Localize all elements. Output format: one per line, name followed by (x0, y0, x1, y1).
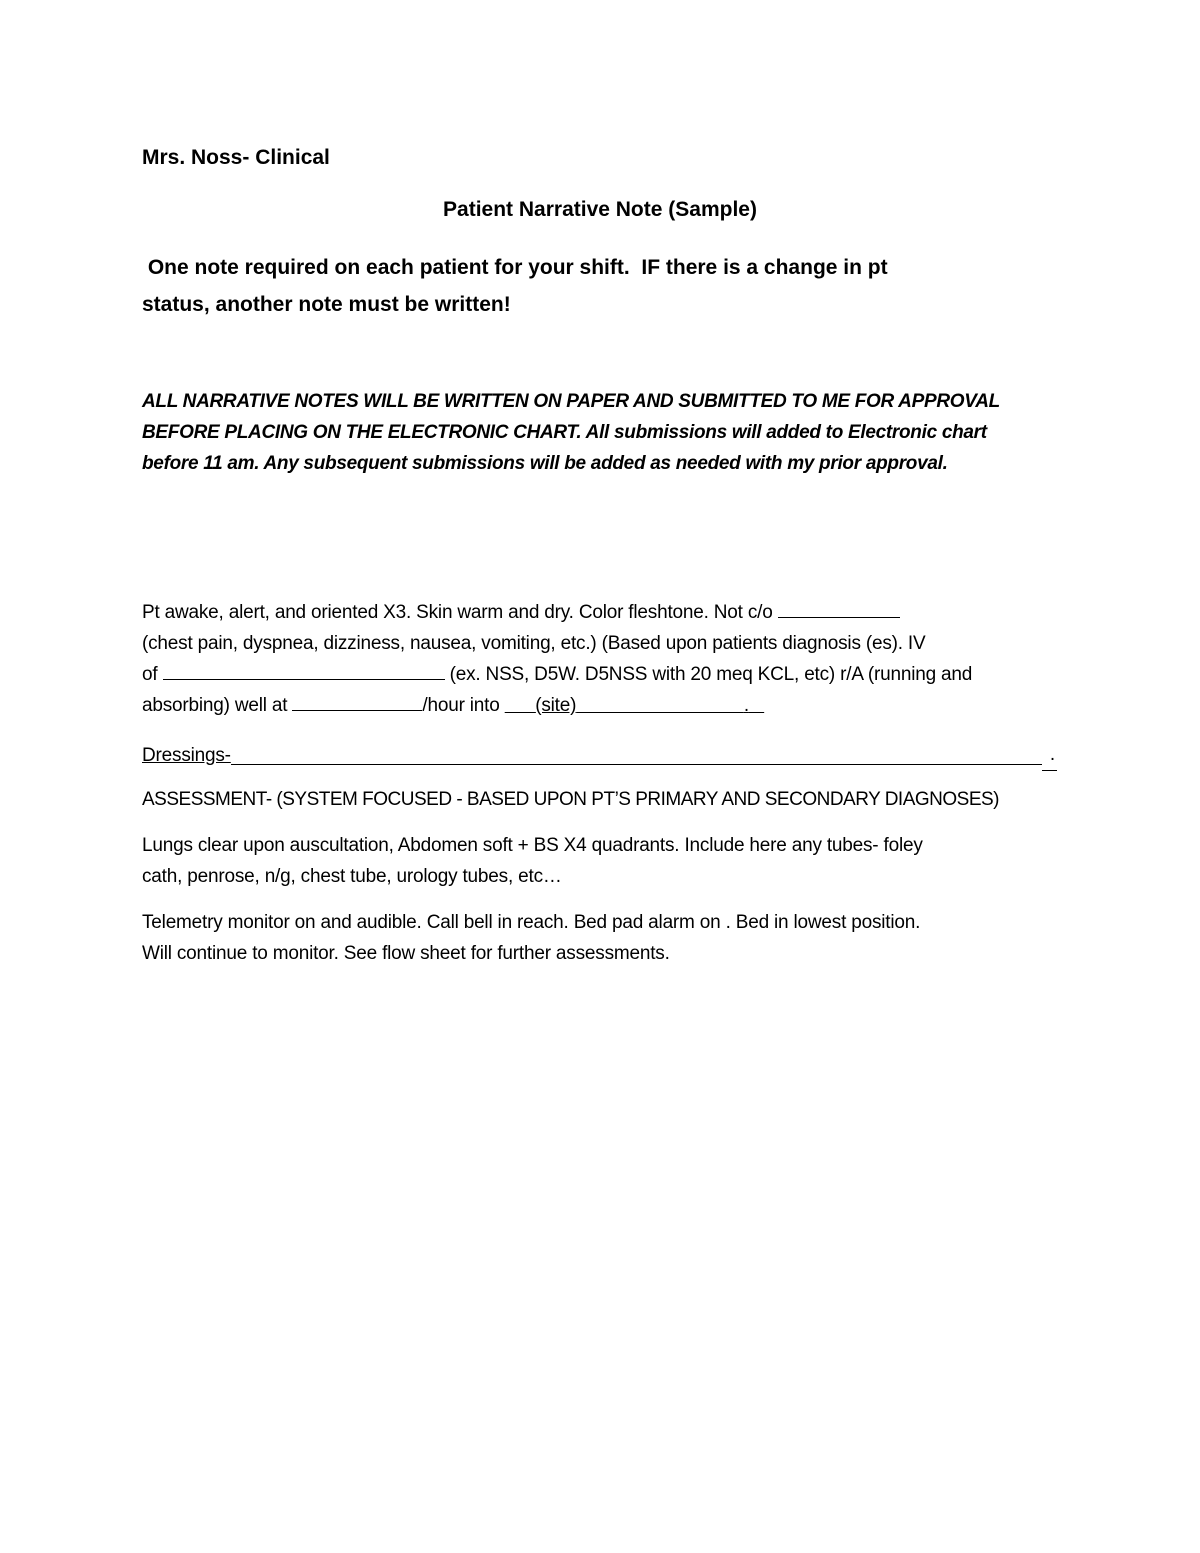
dressings-row (142, 739, 1057, 771)
assessment-heading: ASSESSMENT- (SYSTEM FOCUSED - BASED UPON PT’S PRIMARY AND SECONDARY DIAGNOSES) (142, 789, 999, 810)
narrative-line-3-suffix: (ex. NSS, D5W. D5NSS with 20 meq KCL, etc) r/A (running and (444, 664, 973, 685)
instruction-line-1: One note required on each patient for your shift. IF there is a change in pt (142, 256, 888, 279)
narrative-line-2: (chest pain, dyspnea, dizziness, nausea, vomiting, etc.) (Based upon patients diagnosis (es). IV (142, 633, 926, 654)
iv-fluid-blank (163, 663, 445, 680)
complaint-blank (778, 601, 900, 618)
telemetry-line-1: Telemetry monitor on and audible. Call bell in reach. Bed pad alarm on . Bed in lowest position. (142, 912, 921, 933)
telemetry-paragraph (142, 907, 1072, 969)
site-label: (site) (535, 695, 577, 716)
site-field (505, 695, 764, 716)
lungs-line-1: Lungs clear upon auscultation, Abdomen soft + BS X4 quadrants. Include here any tubes- foley (142, 835, 923, 856)
dressings-end-period: . (1042, 739, 1057, 771)
lungs-paragraph (142, 830, 1072, 892)
notice-line-3: before 11 am. Any subsequent submissions will be added as needed with my prior approval. (142, 453, 948, 474)
narrative-line-3-prefix: of (142, 664, 163, 685)
lungs-line-2: cath, penrose, n/g, chest tube, urology tubes, etc… (142, 866, 562, 887)
dressings-blank (231, 744, 1042, 765)
dressings-line (142, 739, 1057, 771)
narrative-line-3 (142, 659, 1072, 690)
narrative-paragraph (142, 597, 1072, 721)
narrative-line-4 (142, 690, 1072, 721)
instruction-line-2: status, another note must be written! (142, 293, 511, 316)
rate-blank (292, 694, 422, 711)
narrative-line-4-prefix: absorbing) well at (142, 695, 293, 716)
site-end-period: . (743, 695, 749, 716)
telemetry-line-2: Will continue to monitor. See flow sheet for further assessments. (142, 943, 670, 964)
approval-notice (142, 386, 1072, 479)
dressings-label: Dressings- (142, 745, 231, 766)
notice-line-2: BEFORE PLACING ON THE ELECTRONIC CHART. All submissions will added to Electronic chart (142, 422, 987, 443)
instructor-header: Mrs. Noss- Clinical (142, 146, 330, 169)
page-title: Patient Narrative Note (Sample) (443, 198, 757, 221)
instruction-text (142, 249, 1042, 323)
narrative-line-1 (142, 597, 1072, 628)
narrative-line-4-mid: /hour into (422, 695, 505, 716)
narrative-line-1-text: Pt awake, alert, and oriented X3. Skin warm and dry. Color fleshtone. Not c/o (142, 602, 778, 623)
notice-line-1: ALL NARRATIVE NOTES WILL BE WRITTEN ON PAPER AND SUBMITTED TO ME FOR APPROVAL (142, 391, 1000, 412)
